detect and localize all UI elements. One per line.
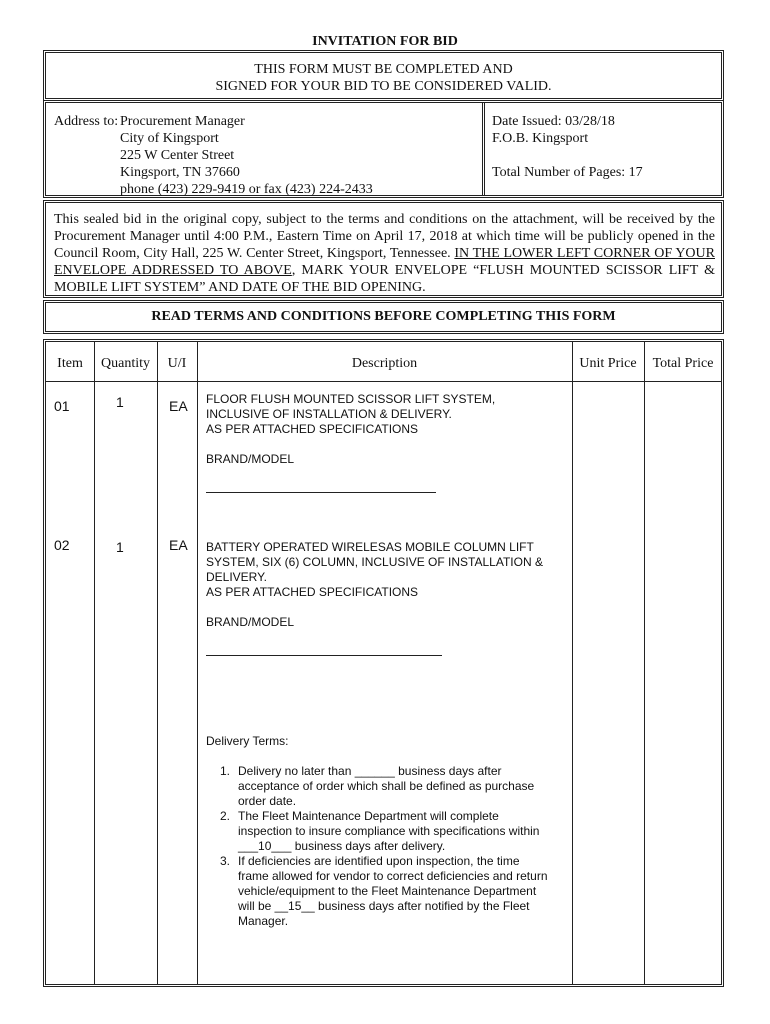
header-description: Description [351, 356, 418, 371]
description-line: SYSTEM, SIX (6) COLUMN, INCLUSIVE OF INSTALLATION & [206, 555, 543, 569]
description-line: DELIVERY. [206, 570, 267, 584]
item-description [206, 540, 543, 600]
total-pages: Total Number of Pages: 17 [492, 165, 643, 180]
delivery-term: 1. Delivery no later than ______ business days after acceptance of order which shall be defined as purchase order date. [219, 764, 535, 808]
item-description [206, 392, 495, 437]
notice-box [43, 50, 724, 101]
address-line: 225 W Center Street [120, 148, 235, 163]
address-line: City of Kingsport [120, 131, 219, 146]
header-item: Item [57, 356, 83, 371]
column-divider [572, 342, 573, 984]
notice-line-2: SIGNED FOR YOUR BID TO BE CONSIDERED VALID. [215, 79, 552, 94]
delivery-terms [206, 734, 550, 929]
brand-model-blank [206, 492, 436, 493]
sealed-tail: , MARK YOUR ENVELOPE “FLUSH MOUNTED SCISSOR LIFT & MOBILE LIFT SYSTEM” AND DATE OF THE BID OPENING. [54, 263, 715, 295]
description-line: AS PER ATTACHED SPECIFICATIONS [206, 585, 419, 599]
address-label: Address to: [54, 114, 119, 129]
read-terms-text: READ TERMS AND CONDITIONS BEFORE COMPLETING THIS FORM [151, 309, 616, 324]
item-unit: EA [169, 537, 188, 553]
item-number: 02 [54, 537, 70, 553]
bid-info [492, 113, 643, 181]
bid-items-table [43, 339, 724, 987]
header-unit: U/I [167, 356, 187, 371]
envelope-instruction-underlined: IN THE LOWER LEFT CORNER OF YOUR ENVELOPE ADDRESSED TO ABOVE [54, 246, 715, 278]
delivery-heading: Delivery Terms: [206, 734, 289, 748]
item-unit: EA [169, 398, 188, 414]
column-divider [644, 342, 645, 984]
delivery-term: 2. The Fleet Maintenance Department will complete inspection to insure compliance with specifications within ___10___ business days after delivery. [219, 809, 540, 853]
fob: F.O.B. Kingsport [492, 131, 589, 146]
brand-model-blank [206, 655, 442, 656]
address-line: Kingsport, TN 37660 [120, 165, 240, 180]
brand-model-label: BRAND/MODEL [206, 452, 295, 466]
sealed-text: This sealed bid in the original copy, subject to the terms and conditions on the attachment, will be received by the Procurement Manager until 4:00 P.M., Eastern Time on April 17, 2018 at which time will be publicly opened in the Council Room, City Hall, 225 W. Center Street, Kingsport, Tennessee. [54, 212, 715, 261]
address-box [43, 100, 724, 198]
read-terms-banner [43, 300, 724, 334]
address-block [54, 113, 373, 198]
sealed-bid-instructions [43, 200, 724, 298]
address-contact: phone (423) 229-9419 or fax (423) 224-2433 [120, 182, 373, 197]
column-divider [197, 342, 198, 984]
delivery-terms-list [206, 764, 550, 929]
description-line: AS PER ATTACHED SPECIFICATIONS [206, 422, 419, 436]
column-divider [94, 342, 95, 984]
notice-line-1: THIS FORM MUST BE COMPLETED AND [254, 62, 513, 77]
header-quantity: Quantity [101, 356, 150, 371]
description-line: BATTERY OPERATED WIRELESAS MOBILE COLUMN LIFT [206, 540, 534, 554]
header-total-price: Total Price [652, 356, 714, 371]
document-title: INVITATION FOR BID [312, 34, 458, 49]
header-divider [46, 381, 721, 382]
header-unit-price: Unit Price [579, 356, 637, 371]
item-quantity: 1 [116, 539, 124, 555]
column-divider [157, 342, 158, 984]
description-line: FLOOR FLUSH MOUNTED SCISSOR LIFT SYSTEM, [206, 392, 496, 406]
item-quantity: 1 [116, 394, 124, 410]
description-line: INCLUSIVE OF INSTALLATION & DELIVERY. [206, 407, 452, 421]
date-issued: Date Issued: 03/28/18 [492, 114, 615, 129]
delivery-term: 3. If deficiencies are identified upon inspection, the time frame allowed for vendor to correct deficiencies and return vehicle/equipment to the Fleet Maintenance Department will be __15__ business days after notified by the Fleet Manager. [219, 854, 548, 928]
brand-model-label: BRAND/MODEL [206, 615, 295, 629]
address-divider [482, 103, 485, 195]
item-number: 01 [54, 398, 70, 414]
address-line: Procurement Manager [120, 114, 245, 129]
